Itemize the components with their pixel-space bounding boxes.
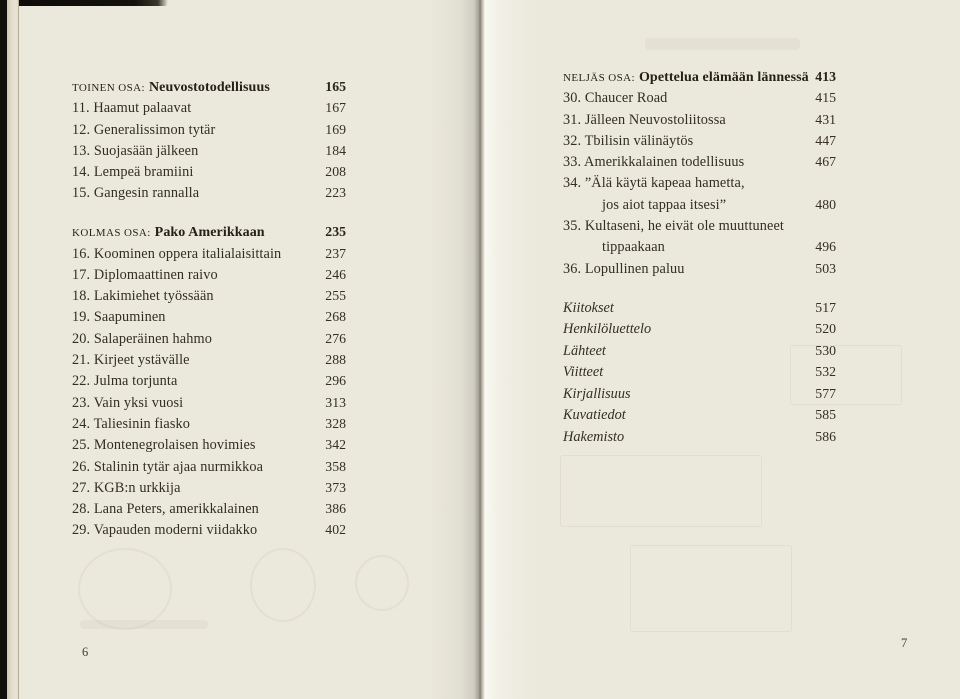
entry-page-number: 480 <box>815 196 836 212</box>
toc-entry <box>563 236 836 257</box>
entry-page-number: 503 <box>815 260 836 276</box>
backmatter-entry <box>563 318 836 340</box>
entry-title: 31. Jälleen Neuvostoliitossa <box>563 111 726 128</box>
backmatter-title: Henkilöluettelo <box>563 321 652 338</box>
toc-entry <box>72 306 346 327</box>
backmatter-entry <box>563 340 836 362</box>
entry-title: 25. Montenegrolaisen hovimies <box>72 437 256 454</box>
toc-entry <box>72 519 346 540</box>
section-title: Opettelua elämään lännessä <box>638 70 809 85</box>
toc-section-heading <box>72 76 346 97</box>
toc-entry <box>563 87 836 108</box>
toc-entry <box>563 109 836 130</box>
entry-title: 17. Diplomaattinen raivo <box>72 266 218 283</box>
entry-page-number: 358 <box>325 458 346 474</box>
entry-title: 29. Vapauden moderni viidakko <box>72 522 258 539</box>
toc-right <box>563 66 836 447</box>
toc-entry <box>72 498 346 519</box>
entry-page-number: 246 <box>325 266 346 282</box>
section-page-number: 165 <box>325 79 346 94</box>
entry-page-number: 237 <box>325 245 346 261</box>
toc-entry <box>72 477 346 498</box>
toc-entry <box>563 151 836 172</box>
section-label: TOINEN OSA: <box>72 82 145 94</box>
page-number-right: 7 <box>901 636 908 650</box>
backmatter-page-number: 520 <box>815 321 836 337</box>
entry-page-number: 169 <box>325 121 346 137</box>
entry-title: tippaakaan <box>602 239 665 256</box>
entry-title: jos aiot tappaa itsesi” <box>602 196 727 213</box>
toc-entry <box>563 258 836 279</box>
page-edge-stack <box>7 0 19 699</box>
entry-title: 21. Kirjeet ystävälle <box>72 352 190 369</box>
toc-section <box>563 66 836 279</box>
page-number-left: 6 <box>82 645 89 659</box>
entry-title: 23. Vain yksi vuosi <box>72 394 184 411</box>
toc-entry <box>563 215 836 236</box>
entry-page-number: 342 <box>325 437 346 453</box>
toc-entry <box>72 161 346 182</box>
entry-title: 36. Lopullinen paluu <box>563 260 685 277</box>
entry-title: 22. Julma torjunta <box>72 373 178 390</box>
entry-title: 15. Gangesin rannalla <box>72 185 200 202</box>
entry-title: 34. ”Älä käytä kapeaa hametta, <box>563 175 745 192</box>
entry-page-number: 496 <box>815 239 836 255</box>
toc-section <box>72 76 346 204</box>
toc-section <box>72 221 346 540</box>
toc-entry <box>72 392 346 413</box>
toc-entry <box>72 434 346 455</box>
toc-section-heading <box>563 66 836 87</box>
entry-page-number: 296 <box>325 373 346 389</box>
entry-page-number: 313 <box>325 394 346 410</box>
entry-title: 18. Lakimiehet työssään <box>72 288 214 305</box>
entry-title: 35. Kultaseni, he eivät ole muuttuneet <box>563 218 784 235</box>
section-label: KOLMAS OSA: <box>72 227 151 240</box>
toc-entry <box>72 97 346 118</box>
toc-backmatter <box>563 297 836 448</box>
toc-entry <box>72 328 346 349</box>
show-through-ghost <box>78 548 172 630</box>
toc-entry <box>72 413 346 434</box>
toc-left <box>72 76 346 541</box>
scan-edge-left <box>0 0 7 699</box>
toc-entry <box>72 264 346 285</box>
entry-page-number: 447 <box>815 132 836 148</box>
entry-title: 12. Generalissimon tytär <box>72 121 216 138</box>
entry-page-number: 431 <box>815 111 836 127</box>
book-gutter <box>430 0 540 699</box>
entry-title: 32. Tbilisin välinäytös <box>563 132 694 149</box>
entry-page-number: 415 <box>815 90 836 106</box>
toc-entry <box>563 130 836 151</box>
section-title: Pako Amerikkaan <box>154 225 265 241</box>
entry-page-number: 223 <box>325 185 346 201</box>
show-through-ghost <box>630 545 792 632</box>
entry-title: 14. Lempeä bramiini <box>72 164 194 181</box>
toc-entry <box>72 182 346 203</box>
entry-title: 30. Chaucer Road <box>563 90 668 107</box>
entry-title: 13. Suojasään jälkeen <box>72 142 199 159</box>
backmatter-title: Kiitokset <box>563 299 614 316</box>
toc-entry <box>72 119 346 140</box>
backmatter-page-number: 585 <box>815 407 836 423</box>
entry-page-number: 276 <box>325 330 346 346</box>
entry-page-number: 255 <box>325 288 346 304</box>
backmatter-title: Lähteet <box>563 342 606 359</box>
backmatter-title: Kuvatiedot <box>563 407 626 424</box>
section-label: NELJÄS OSA: <box>563 72 635 84</box>
toc-entry <box>72 349 346 370</box>
backmatter-entry <box>563 297 836 319</box>
backmatter-entry <box>563 361 836 383</box>
toc-section-heading <box>72 221 346 242</box>
entry-page-number: 288 <box>325 352 346 368</box>
toc-entry <box>72 243 346 264</box>
section-page-number: 413 <box>815 69 836 84</box>
entry-title: 24. Taliesinin fiasko <box>72 415 190 432</box>
backmatter-page-number: 577 <box>815 385 836 401</box>
show-through-ghost <box>355 555 409 611</box>
entry-page-number: 402 <box>325 522 346 538</box>
toc-entry <box>72 285 346 306</box>
entry-title: 16. Koominen oppera italialaisittain <box>72 245 282 262</box>
show-through-ghost <box>645 38 800 50</box>
backmatter-title: Kirjallisuus <box>563 385 631 402</box>
entry-title: 28. Lana Peters, amerikkalainen <box>72 501 259 518</box>
section-title: Neuvostotodellisuus <box>148 80 270 95</box>
entry-page-number: 167 <box>325 100 346 116</box>
backmatter-page-number: 517 <box>815 299 836 315</box>
entry-title: 20. Salaperäinen hahmo <box>72 330 212 347</box>
entry-title: 11. Haamut palaavat <box>72 100 192 117</box>
entry-page-number: 208 <box>325 164 346 180</box>
backmatter-entry <box>563 383 836 405</box>
entry-page-number: 268 <box>325 309 346 325</box>
scan-edge-top <box>0 0 168 6</box>
entry-title: 33. Amerikkalainen todellisuus <box>563 154 745 171</box>
entry-page-number: 328 <box>325 415 346 431</box>
show-through-ghost <box>560 455 762 527</box>
show-through-ghost <box>80 620 208 629</box>
show-through-ghost <box>250 548 316 622</box>
backmatter-page-number: 586 <box>815 428 836 444</box>
toc-entry <box>563 172 836 193</box>
entry-title: 26. Stalinin tytär ajaa nurmikkoa <box>72 458 264 475</box>
entry-title: 19. Saapuminen <box>72 309 166 326</box>
toc-entry <box>72 140 346 161</box>
backmatter-entry <box>563 404 836 426</box>
section-page-number: 235 <box>325 224 346 240</box>
entry-page-number: 373 <box>325 479 346 495</box>
toc-entry <box>563 194 836 215</box>
toc-entry <box>72 370 346 391</box>
backmatter-title: Viitteet <box>563 364 604 381</box>
backmatter-page-number: 532 <box>815 364 836 380</box>
entry-title: 27. KGB:n urkkija <box>72 479 181 496</box>
entry-page-number: 386 <box>325 501 346 517</box>
backmatter-entry <box>563 426 836 448</box>
backmatter-page-number: 530 <box>815 342 836 358</box>
toc-entry <box>72 456 346 477</box>
entry-page-number: 184 <box>325 142 346 158</box>
entry-page-number: 467 <box>815 154 836 170</box>
backmatter-title: Hakemisto <box>563 428 625 445</box>
